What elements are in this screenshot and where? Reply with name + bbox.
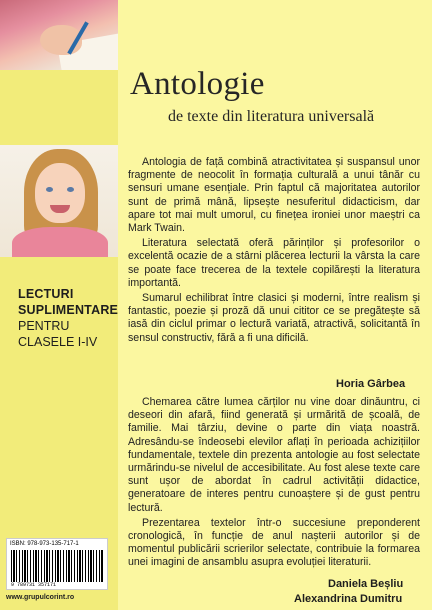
blurb-2 <box>128 396 420 572</box>
girl-photo <box>0 145 118 257</box>
blurb-2-paragraph-1: Chemarea către lumea cărților nu vine doar dinăuntru, ci deseori din afară, fiind generată și urmărită de școală, de familie. Mai târziu, devine o parte din viața noastră. Adresându-se îndeosebi elevilor aflați în perioada achizițiilor fundamentale, textele din prezenta antologie au fost selectate urmărindu-se nivelul de accesibilitate. Au fost alese texte care sunt ușor de abordat în cadrul activității didactice, generatoare de interes pentru cunoaștere și de gust pentru lectură. <box>128 396 420 514</box>
barcode-digits: 9 789731 357171 <box>11 582 57 588</box>
blurb-2-paragraph-2: Prezentarea textelor într-o succesiune preponderent cronologică, în funcție de anul nașterii autorilor și de momentul publicării scrierilor selectate, contribuie la formarea unei imagini de ansamblu asupra evoluției literaturii. <box>128 516 420 569</box>
blurb-1-paragraph-2: Literatura selectată oferă părinților și profesorilor o excelentă ocazie de a stârni plăcerea lecturii la vârsta la care se poate face trecerea de la textele copilărești la literatura importantă. <box>128 237 420 289</box>
right-eye <box>67 187 74 192</box>
signature-daniela-besliu: Daniela Beșliu <box>328 578 404 590</box>
blurb-1-paragraph-3: Sumarul echilibrat între clasici și moderni, între realism și fantastic, poezie și proză dă unui cititor ce se pregătește să iasă din ciclul primar o lectură variată, atractivă, solicitantă în sensul constructiv, fără a fi una dificilă. <box>128 292 420 344</box>
series-line-3: PENTRU <box>18 319 70 333</box>
book-subtitle: de texte din literatura universală <box>168 108 375 125</box>
publisher-website: www.grupulcorint.ro <box>6 594 75 601</box>
top-band <box>118 0 432 60</box>
signature-horia-garbea: Horia Gârbea <box>336 378 406 390</box>
series-line-4: CLASELE I-IV <box>18 335 98 349</box>
series-label <box>18 286 118 350</box>
series-line-1: LECTURI <box>18 287 74 301</box>
blurb-1 <box>128 156 420 347</box>
face-shape <box>35 163 85 223</box>
left-eye <box>46 187 53 192</box>
blurb-1-paragraph-1: Antologia de față combină atractivitatea și suspansul unor fragmente de neocolit în formația culturală a unui tânăr cu sensuri umane esențiale. Prin faptul că majoritatea autorilor sunt de primă mână, lipsește nesuferitul didacticism, dar apare tot mai mult umorul, cu finețea ironiei unor maeștri ca Mark Twain. <box>128 156 420 235</box>
book-title: Antologie <box>130 66 265 102</box>
signature-alexandrina-dumitru: Alexandrina Dumitru <box>294 593 403 605</box>
series-line-2: SUPLIMENTARE <box>18 303 119 317</box>
isbn-barcode-box <box>6 538 108 590</box>
shirt-shape <box>12 227 108 257</box>
barcode <box>11 550 103 582</box>
writing-hand-photo <box>0 0 118 70</box>
isbn-text: ISBN: 978-973-135-717-1 <box>10 541 79 547</box>
